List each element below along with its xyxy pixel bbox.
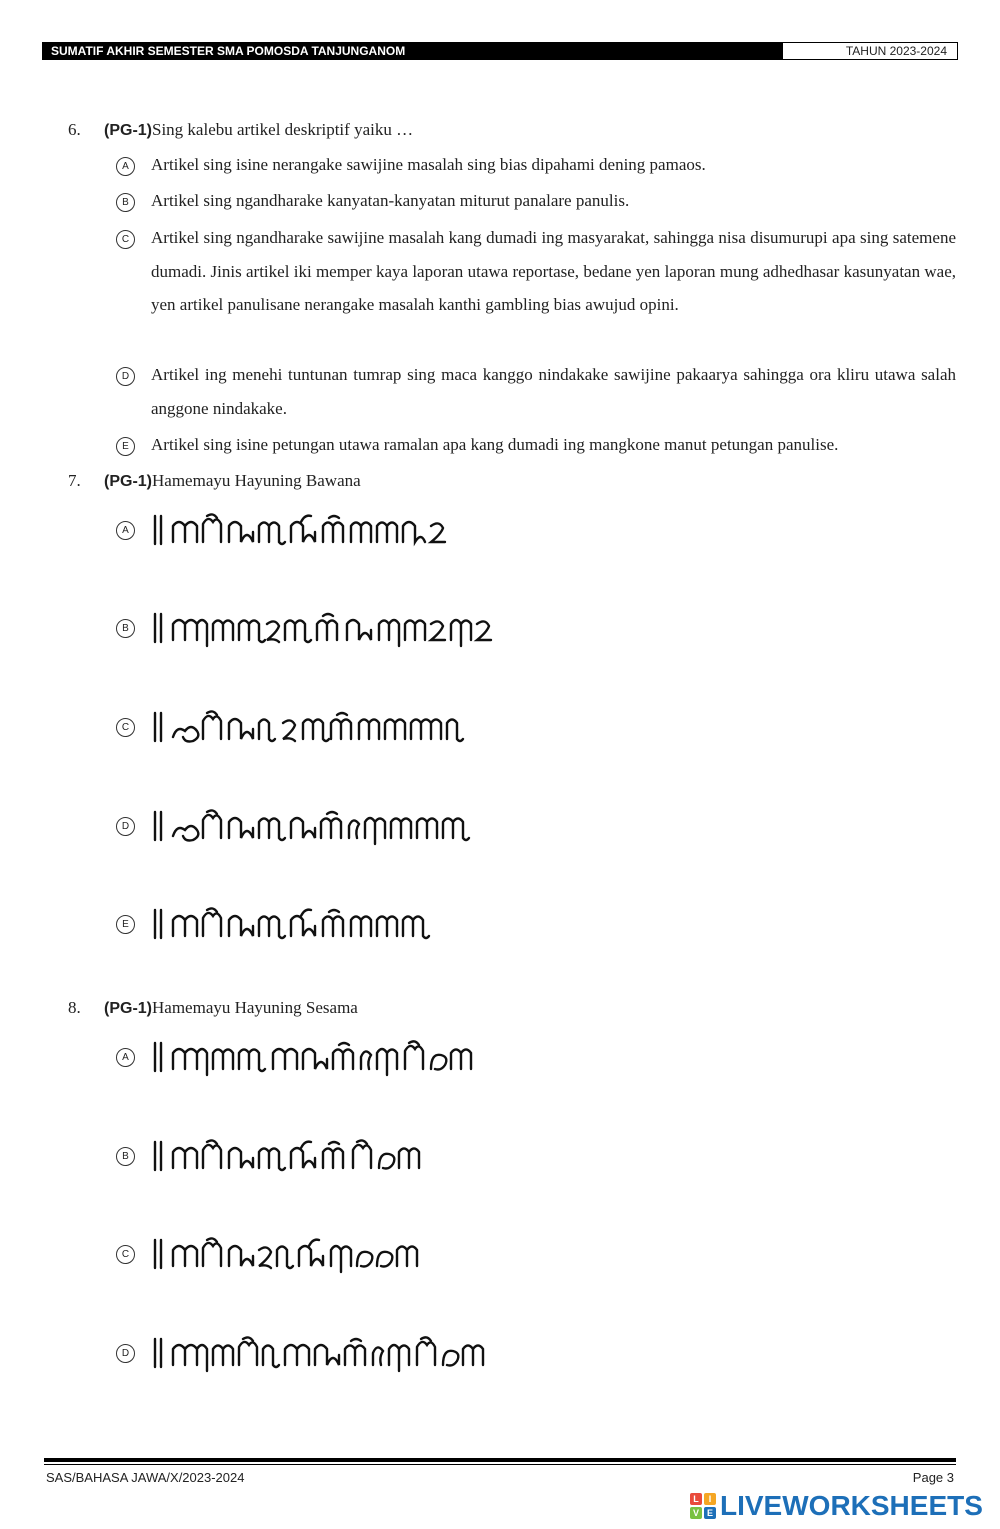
- footer-divider-thin: [44, 1464, 956, 1465]
- footer-code: SAS/BAHASA JAWA/X/2023-2024: [46, 1470, 245, 1485]
- question-number: 6.: [68, 120, 81, 139]
- logo-text: LIVEWORKSHEETS: [720, 1490, 983, 1521]
- option-letter-circle[interactable]: A: [116, 521, 135, 540]
- option-letter-circle[interactable]: B: [116, 619, 135, 638]
- question-6: [68, 119, 413, 142]
- javanese-script-image: [151, 510, 471, 550]
- question-tag: (PG-1): [104, 473, 152, 490]
- option-letter-circle[interactable]: B: [116, 1147, 135, 1166]
- answer-option-7c[interactable]: [116, 707, 471, 747]
- option-letter-circle[interactable]: D: [116, 1344, 135, 1363]
- option-letter-circle[interactable]: D: [116, 367, 135, 386]
- option-letter-circle[interactable]: A: [116, 157, 135, 176]
- javanese-script-image: [151, 806, 481, 846]
- option-letter-circle[interactable]: E: [116, 915, 135, 934]
- option-letter-circle[interactable]: C: [116, 230, 135, 249]
- answer-option-7a[interactable]: [116, 510, 471, 550]
- question-text: Sing kalebu artikel deskriptif yaiku …: [152, 120, 414, 139]
- answer-option-8d[interactable]: [116, 1333, 491, 1373]
- header-title: SUMATIF AKHIR SEMESTER SMA POMOSDA TANJUNGANOM: [43, 43, 783, 59]
- option-text: Artikel ing menehi tuntunan tumrap sing maca kanggo nindakake sawijine pakaarya sahingga ora kliru utawa salah anggone nindakake.: [151, 365, 956, 418]
- answer-option-7b[interactable]: [116, 608, 501, 648]
- answer-option-7d[interactable]: [116, 806, 481, 846]
- question-number: 7.: [68, 471, 81, 490]
- answer-option-6b[interactable]: [116, 191, 956, 218]
- option-letter-circle[interactable]: C: [116, 718, 135, 737]
- answer-option-6e[interactable]: [116, 435, 956, 462]
- page-number: Page 3: [912, 1470, 954, 1485]
- logo-badge-icon: L I V E: [690, 1493, 716, 1519]
- answer-option-6d[interactable]: [116, 365, 956, 425]
- question-text: Hamemayu Hayuning Sesama: [152, 998, 358, 1017]
- answer-option-6c[interactable]: [116, 228, 956, 322]
- question-tag: (PG-1): [104, 1000, 152, 1017]
- option-letter-circle[interactable]: A: [116, 1048, 135, 1067]
- javanese-script-image: [151, 904, 451, 944]
- footer-divider: [44, 1458, 956, 1462]
- option-text: Artikel sing ngandharake kanyatan-kanyatan miturut panalare panulis.: [151, 191, 630, 210]
- option-letter-circle[interactable]: C: [116, 1245, 135, 1264]
- javanese-script-image: [151, 707, 471, 747]
- answer-option-8b[interactable]: [116, 1136, 451, 1176]
- option-text: Artikel sing isine nerangake sawijine masalah sing bias dipahami dening pamaos.: [151, 155, 706, 174]
- javanese-script-image: [151, 1333, 491, 1373]
- header-year: TAHUN 2023-2024: [845, 44, 947, 58]
- javanese-script-image: [151, 1037, 501, 1077]
- option-letter-circle[interactable]: E: [116, 437, 135, 456]
- javanese-script-image: [151, 1234, 451, 1274]
- page-header: [42, 42, 958, 60]
- javanese-script-image: [151, 608, 501, 648]
- answer-option-6a[interactable]: [116, 155, 956, 182]
- option-letter-circle[interactable]: B: [116, 193, 135, 212]
- javanese-script-image: [151, 1136, 451, 1176]
- answer-option-8c[interactable]: [116, 1234, 451, 1274]
- option-text: Artikel sing ngandharake sawijine masalah kang dumadi ing masyarakat, sahingga nisa disumurupi apa sing satemene dumadi. Jinis artikel iki memper kaya laporan utawa reportase, bedane yen laporan mung adhedhasar kasunyatan wae, yen artikel panulisane nerangake masalah kanthi gambling bias awujud opini.: [151, 228, 956, 314]
- answer-option-7e[interactable]: [116, 904, 451, 944]
- question-tag: (PG-1): [104, 122, 152, 139]
- question-7: [68, 470, 361, 493]
- option-letter-circle[interactable]: D: [116, 817, 135, 836]
- option-text: Artikel sing isine petungan utawa ramalan apa kang dumadi ing mangkone manut petungan panulise.: [151, 435, 839, 454]
- question-text: Hamemayu Hayuning Bawana: [152, 471, 361, 490]
- question-number: 8.: [68, 998, 81, 1017]
- liveworksheets-logo[interactable]: [690, 1490, 983, 1522]
- question-8: [68, 997, 358, 1020]
- answer-option-8a[interactable]: [116, 1037, 501, 1077]
